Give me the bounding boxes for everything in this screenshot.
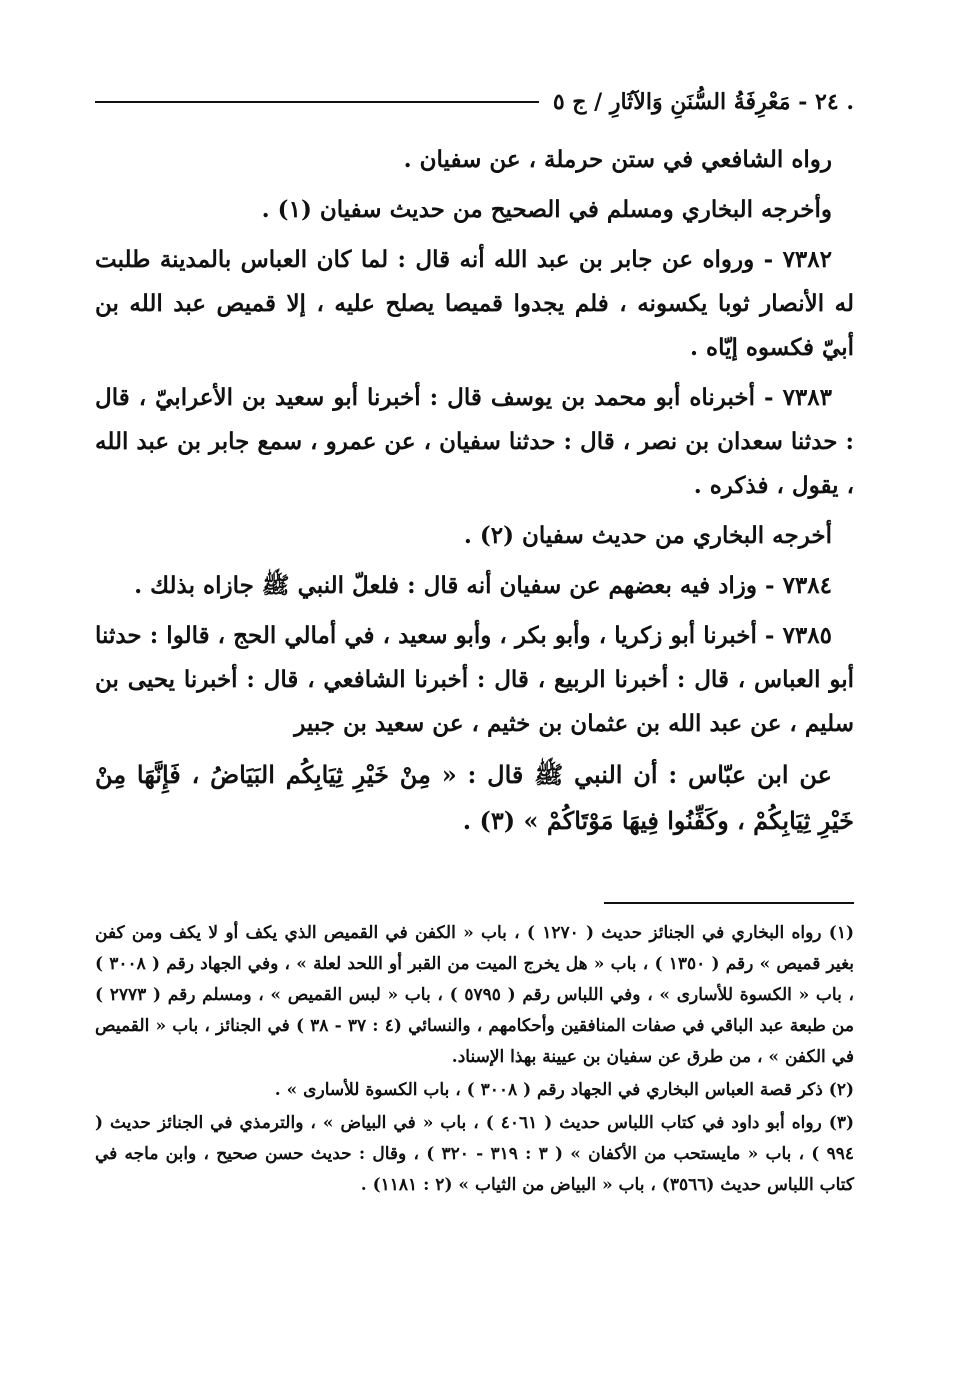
footnote-2: (٢) ذكر قصة العباس البخاري في الجهاد رقم ( ٣٠٠٨ ) ، باب الكسوة للأسارى » .: [274, 1080, 854, 1100]
main-text: [95, 138, 854, 850]
hadith-7385: ٧٣٨٥ - أخبرنا أبو زكريا ، وأبو بكر ، وأبو سعيد ، في أمالي الحج ، قالوا : حدثنا أبو العباس ، قال : أخبرنا الربيع ، قال : أخبرنا الشافعي ، قال : أخبرنا يحيى بن سليم ، عن عبد الله بن عثمان بن خثيم ، عن سعيد بن جبير: [95, 622, 854, 737]
paragraph: وأخرجه البخاري ومسلم في الصحيح من حديث سفيان (١) .: [261, 196, 832, 223]
paragraph: رواه الشافعي في ستن حرملة ، عن سفيان .: [403, 146, 832, 173]
paragraph: أخرجه البخاري من حديث سفيان (٢) .: [463, 522, 832, 549]
hadith-7383: ٧٣٨٣ - أخبرناه أبو محمد بن يوسف قال : أخبرنا أبو سعيد بن الأعرابيّ ، قال : حدثنا سعدان بن نصر ، قال : حدثنا سفيان ، عن عمرو ، سمع جابر بن عبد الله ، يقول ، فذكره .: [95, 384, 854, 499]
hadith-matn: عن ابن عبّاس : أن النبي ﷺ قال : « مِنْ خَيْرِ ثِيَابِكُم البَيَاضُ ، فَإِنَّهَا مِنْ خَيْرِ ثِيَابِكُمْ ، وكَفِّنُوا فِيهَا مَوْتَاكُمْ » (٣) .: [95, 760, 854, 835]
footnote-3: (٣) رواه أبو داود في كتاب اللباس حديث ( ٤٠٦١ ) ، باب « في البياض » ، والترمذي في الجنائز حديث ( ٩٩٤ ) ، باب « مايستحب من الأكفان » ( ٣ : ٣١٩ - ٣٢٠ ) ، وقال : حديث حسن صحيح ، وابن ماجه في كتاب اللباس حديث (٣٥٦٦) ، باب « البياض من الثياب » (٢ : ١١٨١) .: [95, 1113, 854, 1195]
hadith-7384: ٧٣٨٤ - وزاد فيه بعضهم عن سفيان أنه قال : فلعلّ النبي ﷺ جازاه بذلك .: [134, 572, 832, 599]
footnotes: [95, 918, 854, 1203]
running-title: . ٢٤ - مَعْرِفَةُ السُّنَنِ وَالآثَارِ / ج ٥: [552, 89, 854, 115]
footnote-separator: [604, 902, 854, 904]
footnote-1: (١) رواه البخاري في الجنائز حديث ( ١٢٧٠ ) ، باب « الكفن في القميص الذي يكف أو لا يكف ومن كفن بغير قميص » رقم ( ١٣٥٠ ) ، باب « هل يخرج الميت من القبر أو اللحد لعلة » ، وفي الجهاد رقم ( ٣٠٠٨ ) ، باب « الكسوة للأسارى » ، وفي اللباس رقم ( ٥٧٩٥ ) ، باب « لبس القميص » ، ومسلم رقم ( ٢٧٧٣ ) من طبعة عبد الباقي في صفات المنافقين وأحكامهم ، والنسائي (٤ : ٣٧ - ٣٨ ) في الجنائز ، باب « القميص في الكفن » ، من طرق عن سفيان بن عيينة بهذا الإسناد.: [95, 923, 855, 1067]
page-header: [95, 80, 854, 124]
header-rule: [95, 101, 539, 103]
hadith-7382: ٧٣٨٢ - ورواه عن جابر بن عبد الله أنه قال : لما كان العباس بالمدينة طلبت له الأنصار ثوبا يكسونه ، فلم يجدوا قميصا يصلح عليه ، إلا قميص عبد الله بن أبيّ فكسوه إيّاه .: [95, 246, 854, 361]
